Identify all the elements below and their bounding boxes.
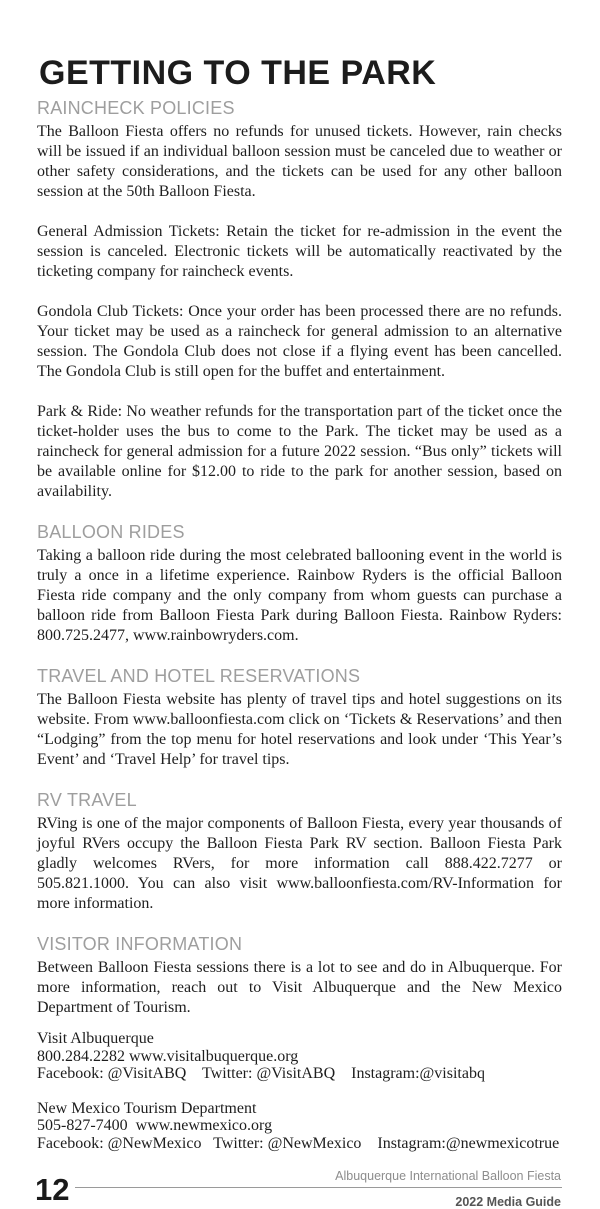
footer-edition-label: 2022 Media Guide bbox=[455, 1195, 561, 1209]
contact-name: Visit Albuquerque bbox=[37, 1030, 154, 1047]
contact-phone-web: 800.284.2282 www.visitalbuquerque.org bbox=[37, 1047, 299, 1065]
general-admission-paragraph: General Admission Tickets: Retain the ticket for re-admission in the event the session is canceled. Electronic tickets will be automatically reactivated by the ticketing company for raincheck events. bbox=[37, 223, 562, 280]
travel-hotel-paragraph: The Balloon Fiesta website has plenty of travel tips and hotel suggestions on its website. From www.balloonfiesta.com click on ‘Tickets & Reservations’ and then “Lodging” from the top menu for hotel reservations and look under ‘This Year’s Event’ and ‘Travel Help’ for travel tips. bbox=[37, 691, 562, 768]
section-visitor-information bbox=[37, 934, 562, 1152]
raincheck-policies-heading: RAINCHECK POLICIES bbox=[37, 98, 235, 118]
visitor-information-heading: VISITOR INFORMATION bbox=[37, 934, 243, 954]
travel-hotel-heading: TRAVEL AND HOTEL RESERVATIONS bbox=[37, 666, 361, 686]
section-travel-hotel-reservations bbox=[37, 666, 562, 770]
contact-new-mexico-tourism bbox=[37, 1100, 562, 1153]
visitor-information-paragraph: Between Balloon Fiesta sessions there is a lot to see and do in Albuquerque. For more information, reach out to Visit Albuquerque and the New Mexico Department of Tourism. bbox=[37, 959, 562, 1016]
section-rv-travel bbox=[37, 790, 562, 914]
rv-travel-paragraph: RVing is one of the major components of Balloon Fiesta, every year thousands of joyful RVers occupy the Balloon Fiesta Park RV section. Balloon Fiesta Park gladly welcomes RVers, for more information call 888.422.7277 or 505.821.1000. You can also visit www.balloonfiesta.com/RV-Information for more information. bbox=[37, 815, 562, 912]
balloon-rides-paragraph: Taking a balloon ride during the most celebrated ballooning event in the world is truly a once in a lifetime experience. Rainbow Ryders is the official Balloon Fiesta ride company and the only company from whom guests can purchase a balloon ride from Balloon Fiesta Park during Balloon Fiesta. Rainbow Ryders: 800.725.2477, www.rainbowryders.com. bbox=[37, 547, 562, 644]
contact-visit-albuquerque bbox=[37, 1030, 562, 1083]
gondola-club-paragraph: Gondola Club Tickets: Once your order has been processed there are no refunds. Your ticket may be used as a raincheck for general admission to an alternative session. The Gondola Club does not close if a flying event has been cancelled. The Gondola Club is still open for the buffet and entertainment. bbox=[37, 303, 562, 380]
contact-social-handles: Facebook: @NewMexico Twitter: @NewMexico Instagram:@newmexicotrue bbox=[37, 1134, 560, 1152]
footer-right-block bbox=[75, 1169, 562, 1209]
raincheck-intro-paragraph: The Balloon Fiesta offers no refunds for unused tickets. However, rain checks will be issued if an individual balloon session must be canceled due to weather or other safety considerations, and the tickets can be used for any other balloon session at the 50th Balloon Fiesta. bbox=[37, 123, 562, 200]
contact-phone-web: 505-827-7400 www.newmexico.org bbox=[37, 1117, 273, 1134]
footer-publication-title: Albuquerque International Balloon Fiesta bbox=[75, 1169, 562, 1188]
section-raincheck-policies bbox=[37, 98, 562, 502]
section-balloon-rides bbox=[37, 522, 562, 646]
rv-travel-heading: RV TRAVEL bbox=[37, 790, 137, 810]
page-number: 12 bbox=[35, 1172, 70, 1207]
contact-social-handles: Facebook: @VisitABQ Twitter: @VisitABQ Instagram:@visitabq bbox=[37, 1065, 485, 1082]
contact-name: New Mexico Tourism Department bbox=[37, 1099, 257, 1117]
park-and-ride-paragraph: Park & Ride: No weather refunds for the transportation part of the ticket once the ticket-holder uses the bus to come to the Park. The ticket may be used as a raincheck for general admission for a future 2022 session. “Bus only” tickets will be available online for $12.00 to ride to the park for another session, based on availability. bbox=[37, 403, 562, 500]
page-title: GETTING TO THE PARK bbox=[39, 54, 437, 92]
page-footer bbox=[37, 1169, 562, 1209]
balloon-rides-heading: BALLOON RIDES bbox=[37, 522, 185, 542]
